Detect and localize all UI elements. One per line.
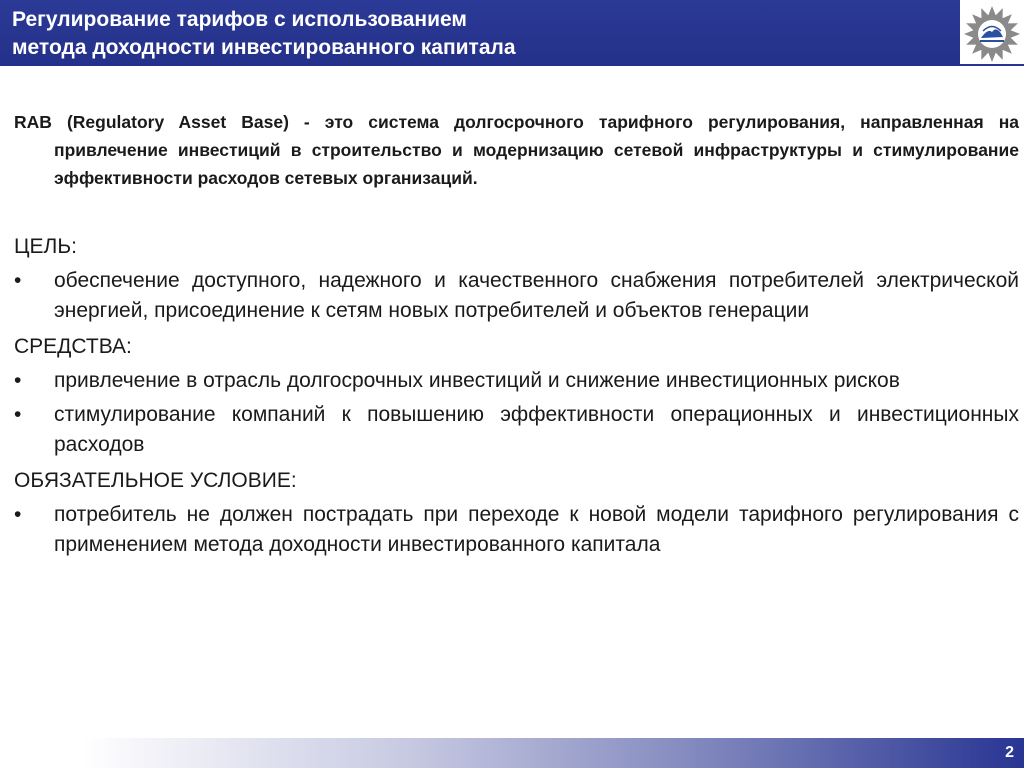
list-item-text: обеспечение доступного, надежного и качественного снабжения потребителей электрической энергией, присоединение к сетям новых потребителей и объектов генерации [54, 269, 1019, 322]
bullet-icon: • [14, 503, 22, 526]
list-item [14, 366, 1019, 396]
gear-sun-logo-icon [962, 4, 1022, 64]
section-heading: ОБЯЗАТЕЛЬНОЕ УСЛОВИЕ: [14, 469, 297, 492]
slide-header [0, 0, 960, 66]
list-item [14, 266, 1019, 326]
section-condition [14, 466, 1019, 560]
page-number: 2 [1005, 744, 1014, 761]
bullet-icon: • [14, 269, 22, 292]
list-item [14, 400, 1019, 460]
list-item-text: потребитель не должен пострадать при переходе к новой модели тарифного регулирования с применением метода доходности инвестированного капитала [54, 503, 1019, 556]
section-means [14, 332, 1019, 460]
bullet-icon: • [14, 369, 22, 392]
company-logo [960, 0, 1024, 66]
section-goal [14, 232, 1019, 326]
slide-title [12, 6, 516, 62]
slide-body [14, 108, 1019, 560]
slide-title-line-1: Регулирование тарифов с использованием [12, 8, 467, 31]
logo-underline [960, 64, 1024, 66]
bullet-icon: • [14, 403, 22, 426]
list-item [14, 500, 1019, 560]
footer-bar [0, 738, 1024, 768]
section-heading: ЦЕЛЬ: [14, 235, 77, 258]
list-item-text: стимулирование компаний к повышению эффективности операционных и инвестиционных расходов [54, 403, 1019, 456]
slide-title-line-2: метода доходности инвестированного капитала [12, 36, 516, 59]
intro-paragraph: RAB (Regulatory Asset Base) - это система долгосрочного тарифного регулирования, направленная на привлечение инвестиций в строительство и модернизацию сетевой инфраструктуры и стимулирование эффективности расходов сетевых организаций. [14, 112, 1019, 188]
list-item-text: привлечение в отрасль долгосрочных инвестиций и снижение инвестиционных рисков [54, 369, 900, 392]
section-heading: СРЕДСТВА: [14, 335, 132, 358]
